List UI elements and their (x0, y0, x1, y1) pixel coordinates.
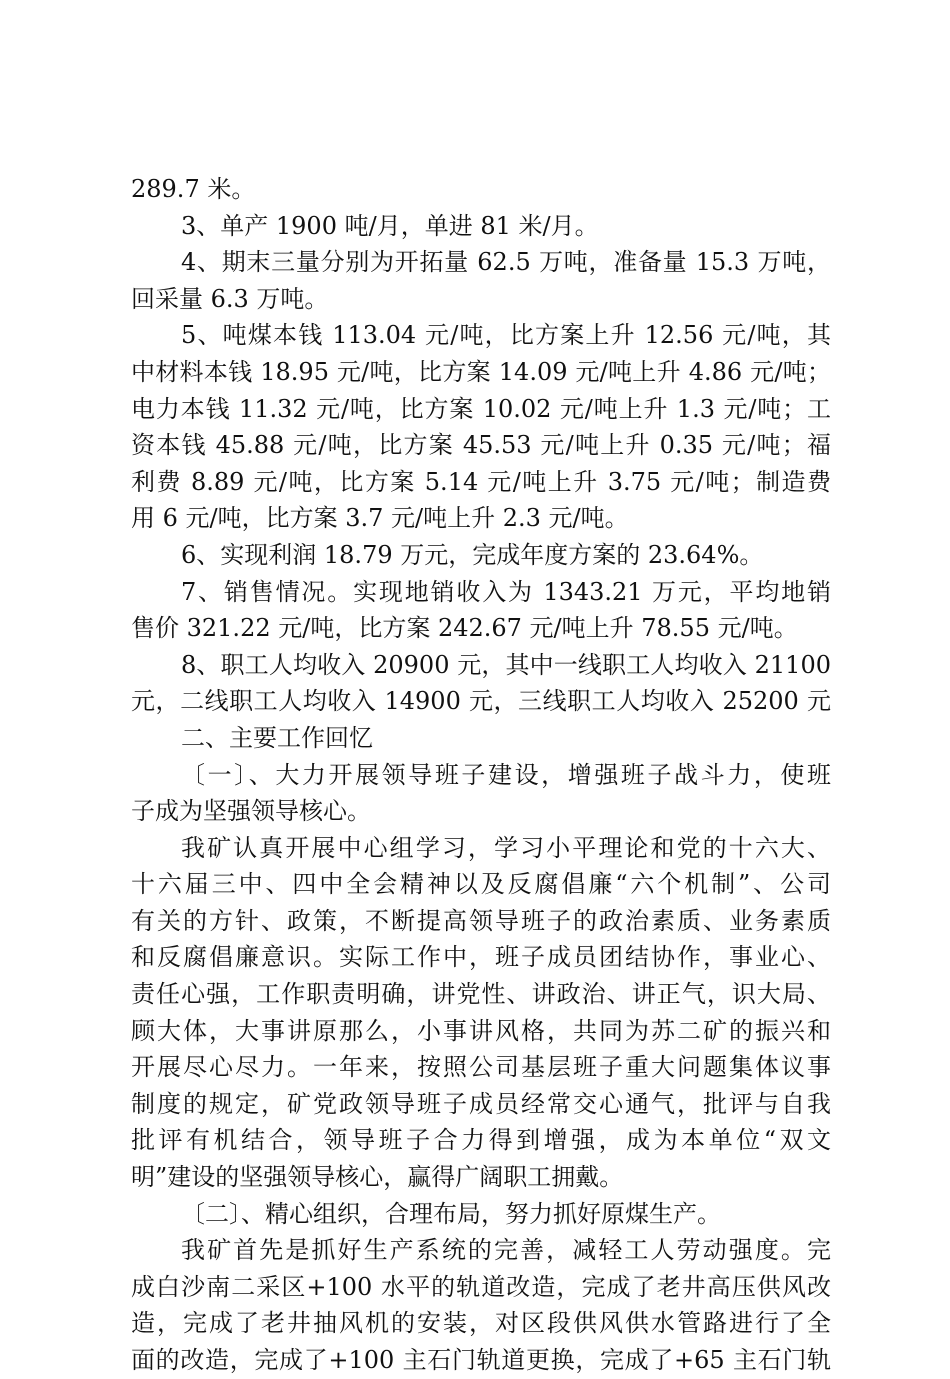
text-line: 我矿认真开展中心组学习，学习小平理论和党的十六大、 (181, 833, 831, 862)
section-heading: 二、主要工作回忆 (181, 723, 373, 752)
text-line: 6、实现利润 18.79 万元，完成年度方案的 23.64%。 (181, 540, 764, 569)
text-line: 顾大体，大事讲原那么，小事讲风格，共同为苏二矿的振兴和 (131, 1016, 831, 1045)
text-line: 明”建设的坚强领导核心，赢得广阔职工拥戴。 (131, 1163, 624, 1192)
text-line: 资本钱 45.88 元/吨，比方案 45.53 元/吨上升 0.35 元/吨；福 (131, 431, 831, 460)
text-line: 回采量 6.3 万吨。 (131, 284, 329, 313)
text-line: 十六届三中、四中全会精神以及反腐倡廉“六个机制”、公司 (131, 870, 831, 899)
text-line: 利费 8.89 元/吨，比方案 5.14 元/吨上升 3.75 元/吨；制造费 (131, 467, 831, 496)
text-line: 5、吨煤本钱 113.04 元/吨，比方案上升 12.56 元/吨，其 (181, 321, 831, 350)
text-line: 7、销售情况。实现地销收入为 1343.21 万元，平均地销 (181, 577, 831, 606)
text-line: 售价 321.22 元/吨，比方案 242.67 元/吨上升 78.55 元/吨。 (131, 614, 798, 643)
document-body (131, 171, 831, 1379)
text-line: 批评有机结合，领导班子合力得到增强，成为本单位“双文 (131, 1126, 831, 1155)
text-line: 元，二线职工人均收入 14900 元，三线职工人均收入 25200 元 (131, 687, 831, 716)
text-line: 成白沙南二采区+100 水平的轨道改造，完成了老井高压供风改 (131, 1272, 831, 1301)
text-line: 有关的方针、政策，不断提高领导班子的政治素质、业务素质 (131, 906, 831, 935)
text-line: 3、单产 1900 吨/月，单进 81 米/月。 (181, 211, 599, 240)
text-line: 中材料本钱 18.95 元/吨，比方案 14.09 元/吨上升 4.86 元/吨； (131, 357, 831, 386)
text-line: 面的改造，完成了+100 主石门轨道更换，完成了+65 主石门轨 (131, 1346, 831, 1374)
text-line: 我矿首先是抓好生产系统的完善，减轻工人劳动强度。完 (181, 1236, 831, 1265)
text-line: 责任心强，工作职责明确，讲党性、讲政治、讲正气，识大局、 (131, 980, 831, 1009)
text-line: 289.7 米。 (131, 175, 256, 203)
text-line: 制度的规定，矿党政领导班子成员经常交心通气，批评与自我 (131, 1089, 831, 1118)
text-line: 用 6 元/吨，比方案 3.7 元/吨上升 2.3 元/吨。 (131, 504, 629, 533)
text-line: 4、期末三量分别为开拓量 62.5 万吨，准备量 15.3 万吨， (181, 248, 831, 277)
text-line: 和反腐倡廉意识。实际工作中，班子成员团结协作，事业心、 (131, 943, 831, 972)
text-line: 开展尽心尽力。一年来，按照公司基层班子重大问题集体议事 (131, 1053, 831, 1082)
subsection-heading: 〔二〕、精心组织，合理布局，努力抓好原煤生产。 (181, 1199, 721, 1228)
text-line: 电力本钱 11.32 元/吨，比方案 10.02 元/吨上升 1.3 元/吨；工 (131, 394, 831, 423)
subsection-heading: 〔一〕、大力开展领导班子建设，增强班子战斗力，使班 (181, 760, 831, 789)
subsection-heading: 子成为坚强领导核心。 (131, 797, 371, 826)
text-line: 造，完成了老井抽风机的安装，对区段供风供水管路进行了全 (131, 1309, 831, 1338)
text-line: 8、职工人均收入 20900 元，其中一线职工人均收入 21100 (181, 650, 831, 679)
